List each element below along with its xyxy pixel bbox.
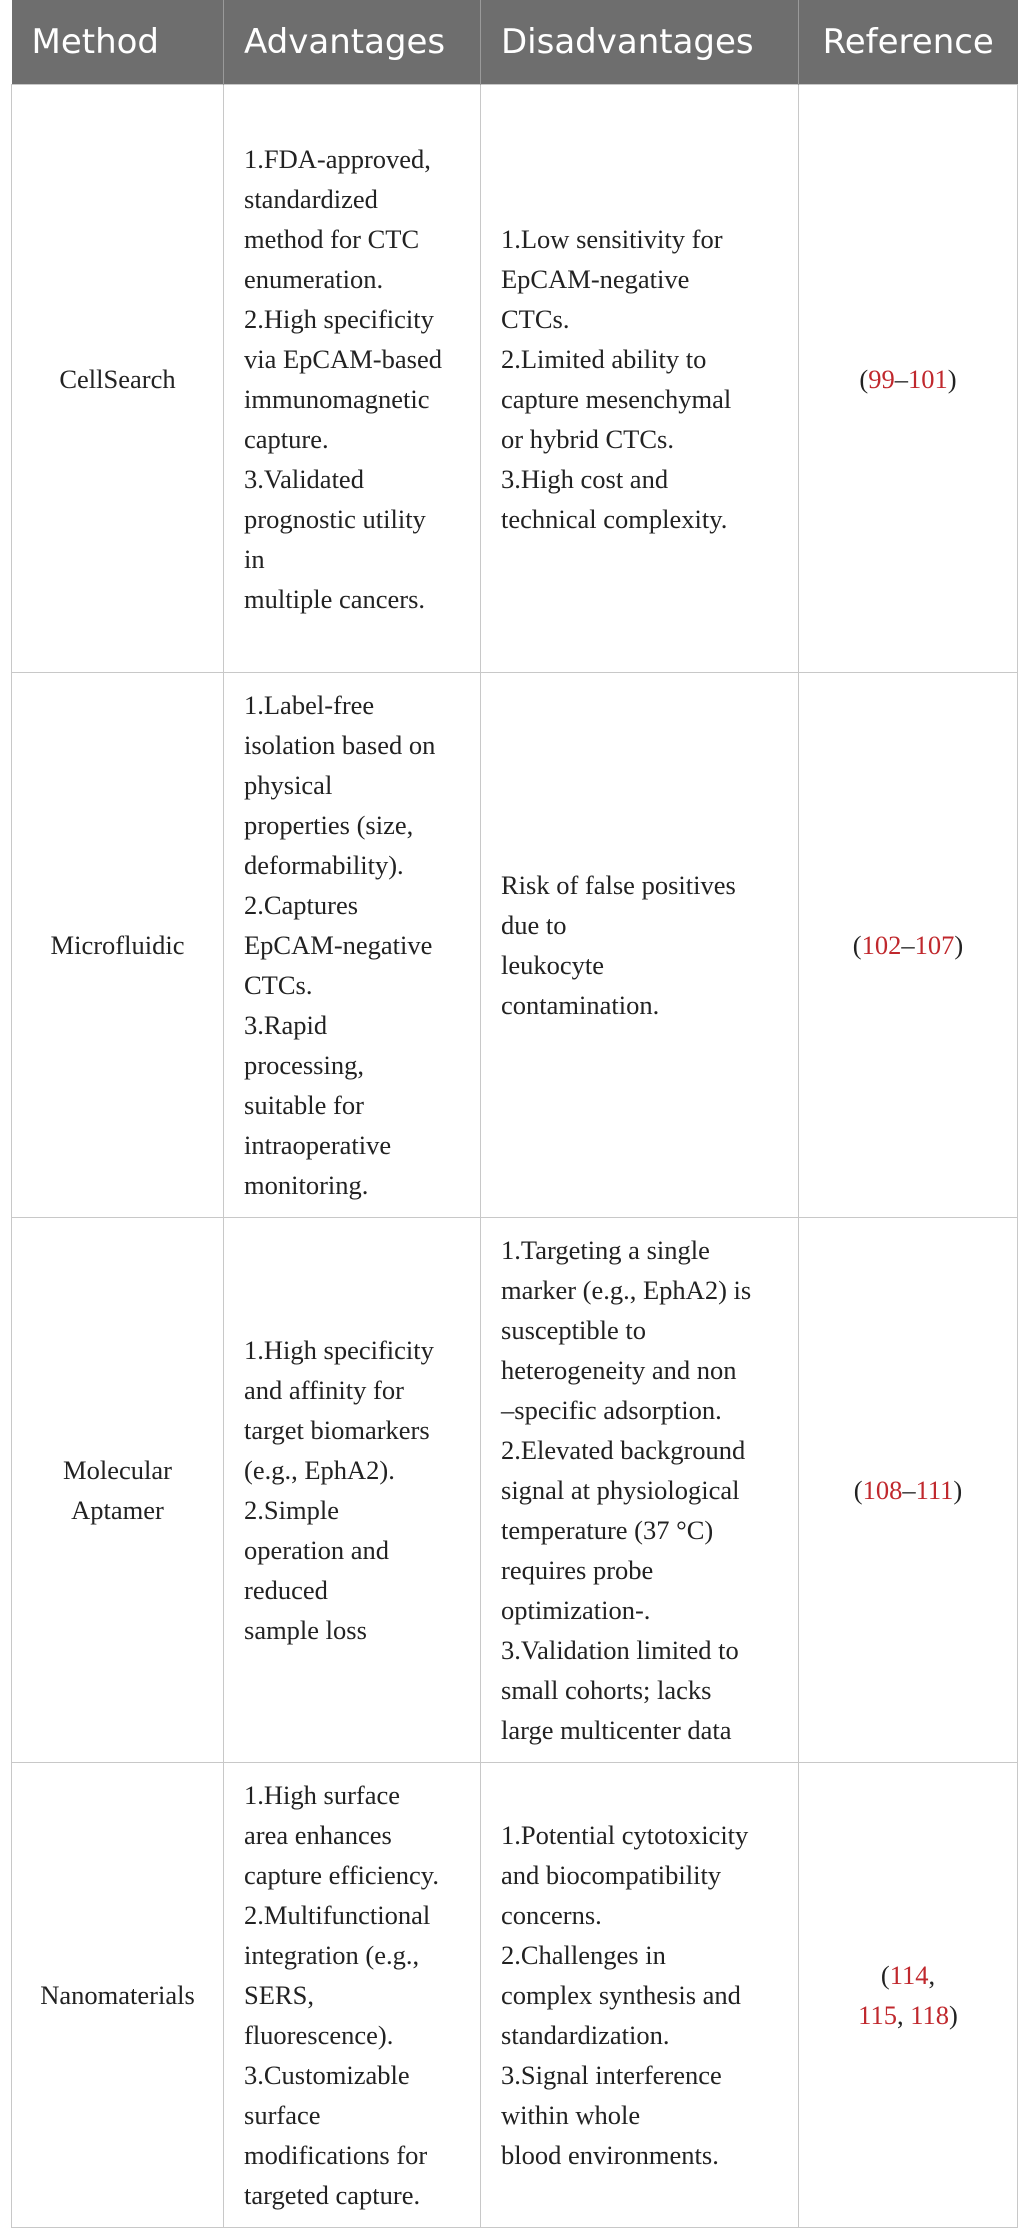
header-advantages: Advantages bbox=[224, 0, 481, 85]
advantages-cell-line: 3.Validated bbox=[244, 463, 364, 494]
disadvantages-cell-line: large multicenter data bbox=[501, 1715, 732, 1745]
advantages-cell-line: 1.FDA-approved, bbox=[244, 143, 431, 174]
advantages-cell-line: standardized bbox=[244, 183, 378, 214]
ref-separator: , bbox=[896, 2000, 911, 2030]
disadvantages-cell-line: temperature (37 °C) bbox=[501, 1515, 714, 1545]
advantages-cell-line: suitable for bbox=[244, 1090, 364, 1120]
disadvantages-cell-line: 1.Potential cytotoxicity bbox=[501, 1820, 749, 1850]
advantages-cell-line: area enhances bbox=[244, 1820, 392, 1850]
reference-cell bbox=[799, 1763, 1018, 2228]
advantages-cell bbox=[224, 673, 481, 1218]
advantages-cell-line: monitoring. bbox=[244, 1170, 369, 1200]
ref-paren: ( bbox=[880, 1960, 890, 1990]
advantages-cell bbox=[224, 85, 481, 673]
disadvantages-cell-line: heterogeneity and non bbox=[501, 1355, 737, 1385]
disadvantages-cell-line: standardization. bbox=[501, 2020, 670, 2050]
methods-table bbox=[11, 0, 1018, 2228]
advantages-cell-line: SERS, bbox=[244, 1980, 314, 2010]
advantages-cell-line: 1.High specificity bbox=[244, 1335, 434, 1365]
disadvantages-cell-line: susceptible to bbox=[501, 1315, 646, 1345]
ref-paren: ) bbox=[954, 930, 964, 960]
reference-link[interactable]: 102 bbox=[861, 930, 902, 960]
advantages-cell bbox=[224, 1763, 481, 2228]
advantages-cell-line: 2.Simple bbox=[244, 1495, 339, 1525]
method-cell-line: CellSearch bbox=[59, 363, 176, 394]
advantages-cell-line: 2.Captures bbox=[244, 890, 359, 920]
advantages-cell-line: target biomarkers bbox=[244, 1415, 430, 1445]
reference-link[interactable]: 118 bbox=[910, 2000, 949, 2030]
disadvantages-cell-line: 1.Low sensitivity for bbox=[501, 223, 723, 254]
header-method: Method bbox=[12, 0, 224, 85]
advantages-cell-line: fluorescence). bbox=[244, 2020, 394, 2050]
disadvantages-cell bbox=[481, 85, 799, 673]
advantages-cell-line: CTCs. bbox=[244, 970, 313, 1000]
reference-cell bbox=[799, 1218, 1018, 1763]
advantages-cell-line: 2.High specificity bbox=[244, 303, 434, 334]
disadvantages-cell-line: 2.Elevated background bbox=[501, 1435, 746, 1465]
method-cell-line: Microfluidic bbox=[50, 930, 185, 960]
method-cell bbox=[12, 1218, 224, 1763]
method-cell bbox=[12, 673, 224, 1218]
advantages-cell-line: via EpCAM-based bbox=[244, 343, 442, 374]
advantages-cell-line: physical bbox=[244, 770, 333, 800]
method-cell-line: Aptamer bbox=[71, 1495, 164, 1525]
disadvantages-cell-line: 3.Validation limited to bbox=[501, 1635, 739, 1665]
advantages-cell-line: sample loss bbox=[244, 1615, 367, 1645]
disadvantages-cell-line: 2.Challenges in bbox=[501, 1940, 666, 1970]
disadvantages-cell-line: 3.High cost and bbox=[501, 463, 669, 494]
header-row bbox=[12, 0, 1018, 85]
disadvantages-cell-line: and biocompatibility bbox=[501, 1860, 722, 1890]
disadvantages-cell-line: 3.Signal interference bbox=[501, 2060, 722, 2090]
ref-separator: – bbox=[894, 363, 908, 394]
advantages-cell-line: (e.g., EphA2). bbox=[244, 1455, 395, 1485]
header-disadvantages: Disadvantages bbox=[481, 0, 799, 85]
disadvantages-cell-line: –specific adsorption. bbox=[501, 1395, 722, 1425]
advantages-cell-line: immunomagnetic bbox=[244, 383, 430, 414]
advantages-cell-line: operation and bbox=[244, 1535, 389, 1565]
reference-link[interactable]: 115 bbox=[858, 2000, 897, 2030]
ref-paren: ) bbox=[948, 2000, 958, 2030]
advantages-cell-line: capture. bbox=[244, 423, 329, 454]
disadvantages-cell-line: technical complexity. bbox=[501, 503, 728, 534]
disadvantages-cell-line: CTCs. bbox=[501, 303, 570, 334]
disadvantages-cell-line: concerns. bbox=[501, 1900, 602, 1930]
disadvantages-cell-line: optimization-. bbox=[501, 1595, 651, 1625]
advantages-cell-line: targeted capture. bbox=[244, 2180, 421, 2210]
disadvantages-cell bbox=[481, 1218, 799, 1763]
ref-paren: ) bbox=[947, 363, 957, 394]
disadvantages-cell-line: or hybrid CTCs. bbox=[501, 423, 674, 454]
reference-link[interactable]: 111 bbox=[915, 1475, 954, 1505]
ref-separator: , bbox=[928, 1960, 936, 1990]
disadvantages-cell-line: EpCAM-negative bbox=[501, 263, 690, 294]
method-cell bbox=[12, 85, 224, 673]
advantages-cell-line: surface bbox=[244, 2100, 321, 2130]
disadvantages-cell-line: small cohorts; lacks bbox=[501, 1675, 712, 1705]
disadvantages-cell-line: leukocyte bbox=[501, 950, 605, 980]
ref-paren: ) bbox=[953, 1475, 963, 1505]
advantages-cell-line: in bbox=[244, 543, 265, 574]
disadvantages-cell-line: 2.Limited ability to bbox=[501, 343, 707, 374]
reference-cell bbox=[799, 85, 1018, 673]
advantages-cell-line: 2.Multifunctional bbox=[244, 1900, 431, 1930]
reference-link[interactable]: 101 bbox=[908, 363, 948, 394]
table-row bbox=[12, 1218, 1018, 1763]
ref-separator: – bbox=[902, 1475, 916, 1505]
reference-link[interactable]: 107 bbox=[914, 930, 955, 960]
disadvantages-cell-line: complex synthesis and bbox=[501, 1980, 741, 2010]
advantages-cell-line: isolation based on bbox=[244, 730, 436, 760]
reference-link[interactable]: 99 bbox=[868, 363, 895, 394]
ref-separator: – bbox=[901, 930, 915, 960]
advantages-cell-line: 1.Label-free bbox=[244, 690, 375, 720]
disadvantages-cell-line: 1.Targeting a single bbox=[501, 1235, 710, 1265]
advantages-cell-line: deformability). bbox=[244, 850, 404, 880]
disadvantages-cell-line: within whole bbox=[501, 2100, 641, 2130]
advantages-cell-line: capture efficiency. bbox=[244, 1860, 439, 1890]
table-row bbox=[12, 1763, 1018, 2228]
advantages-cell-line: integration (e.g., bbox=[244, 1940, 420, 1970]
advantages-cell-line: 3.Customizable bbox=[244, 2060, 410, 2090]
reference-link[interactable]: 114 bbox=[889, 1960, 929, 1990]
ref-paren: ( bbox=[852, 930, 862, 960]
disadvantages-cell-line: Risk of false positives bbox=[501, 870, 736, 900]
advantages-cell bbox=[224, 1218, 481, 1763]
advantages-cell-line: properties (size, bbox=[244, 810, 414, 840]
advantages-cell-line: processing, bbox=[244, 1050, 364, 1080]
disadvantages-cell-line: marker (e.g., EphA2) is bbox=[501, 1275, 752, 1305]
advantages-cell-line: method for CTC bbox=[244, 223, 420, 254]
disadvantages-cell-line: blood environments. bbox=[501, 2140, 719, 2170]
reference-cell bbox=[799, 673, 1018, 1218]
disadvantages-cell bbox=[481, 673, 799, 1218]
disadvantages-cell-line: contamination. bbox=[501, 990, 660, 1020]
table-row bbox=[12, 85, 1018, 673]
disadvantages-cell-line: requires probe bbox=[501, 1555, 654, 1585]
disadvantages-cell-line: signal at physiological bbox=[501, 1475, 740, 1505]
method-cell bbox=[12, 1763, 224, 2228]
advantages-cell-line: reduced bbox=[244, 1575, 328, 1605]
advantages-cell-line: and affinity for bbox=[244, 1375, 404, 1405]
advantages-cell-line: multiple cancers. bbox=[244, 583, 426, 614]
disadvantages-cell bbox=[481, 1763, 799, 2228]
advantages-cell-line: 1.High surface bbox=[244, 1780, 400, 1810]
header-reference: Reference bbox=[799, 0, 1018, 85]
method-cell-line: Molecular bbox=[63, 1455, 172, 1485]
table-row bbox=[12, 673, 1018, 1218]
ref-paren: ( bbox=[853, 1475, 863, 1505]
advantages-cell-line: EpCAM-negative bbox=[244, 930, 433, 960]
disadvantages-cell-line: due to bbox=[501, 910, 567, 940]
advantages-cell-line: enumeration. bbox=[244, 263, 384, 294]
advantages-cell-line: intraoperative bbox=[244, 1130, 392, 1160]
method-cell-line: Nanomaterials bbox=[40, 1980, 195, 2010]
advantages-cell-line: modifications for bbox=[244, 2140, 428, 2170]
advantages-cell-line: 3.Rapid bbox=[244, 1010, 328, 1040]
advantages-cell-line: prognostic utility bbox=[244, 503, 426, 534]
ref-paren: ( bbox=[859, 363, 869, 394]
reference-link[interactable]: 108 bbox=[862, 1475, 903, 1505]
disadvantages-cell-line: capture mesenchymal bbox=[501, 383, 732, 414]
